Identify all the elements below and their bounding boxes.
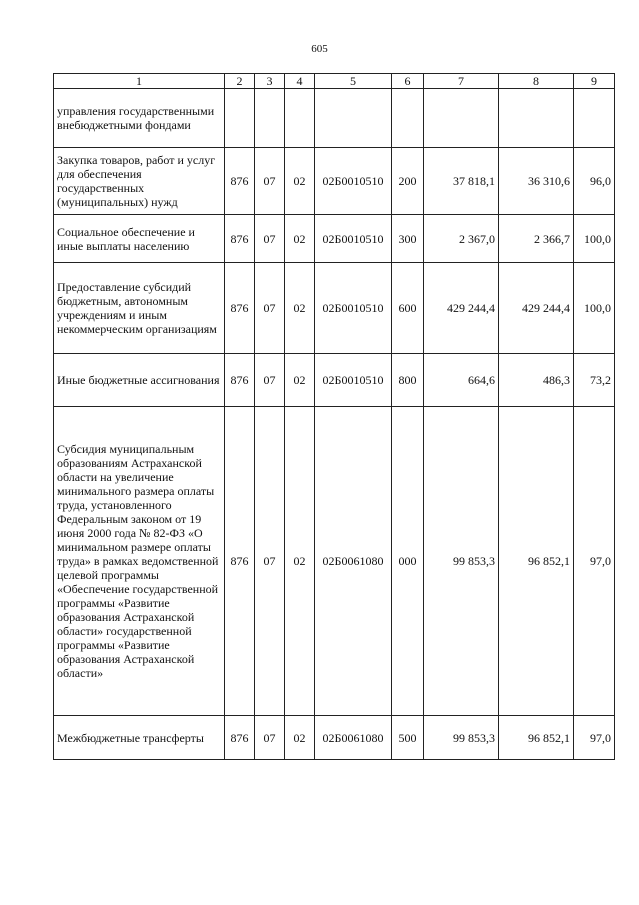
target-article: 02Б0061080 — [315, 407, 392, 716]
column-header: 3 — [255, 74, 285, 89]
row-name: Межбюджетные трансферты — [54, 716, 225, 760]
row-name: Иные бюджетные ассигнования — [54, 354, 225, 407]
column-header: 4 — [285, 74, 315, 89]
page-number: 605 — [311, 43, 328, 55]
row-name: управления государственными внебюджетными фондами — [54, 89, 225, 148]
section-code: 07 — [255, 215, 285, 263]
subsection-code: 02 — [285, 263, 315, 354]
target-article: 02Б0010510 — [315, 354, 392, 407]
subsection-code — [285, 89, 315, 148]
column-number-row — [54, 74, 615, 89]
admin-code: 876 — [225, 215, 255, 263]
admin-code: 876 — [225, 263, 255, 354]
admin-code: 876 — [225, 407, 255, 716]
column-header: 1 — [54, 74, 225, 89]
table-row — [54, 263, 615, 354]
subsection-code: 02 — [285, 215, 315, 263]
section-code: 07 — [255, 148, 285, 215]
planned-amount: 37 818,1 — [424, 148, 499, 215]
expense-type: 000 — [392, 407, 424, 716]
section-code: 07 — [255, 407, 285, 716]
planned-amount: 99 853,3 — [424, 407, 499, 716]
table-row — [54, 354, 615, 407]
execution-percent: 100,0 — [574, 215, 615, 263]
expense-type: 600 — [392, 263, 424, 354]
execution-percent: 97,0 — [574, 407, 615, 716]
admin-code: 876 — [225, 148, 255, 215]
planned-amount: 2 367,0 — [424, 215, 499, 263]
column-header: 7 — [424, 74, 499, 89]
column-header: 9 — [574, 74, 615, 89]
admin-code — [225, 89, 255, 148]
executed-amount: 96 852,1 — [499, 716, 574, 760]
row-name: Субсидия муниципальным образованиям Астраханской области на увеличение минимального размера оплаты труда, установленного Федеральным законом от 19 июня 2000 года № 82-ФЗ «О минимальном размере оплаты труда» в рамках ведомственной целевой программы «Обеспечение государственной программы «Развитие образования Астраханской области» государственной программы «Развитие образования Астраханской области» — [54, 407, 225, 716]
admin-code: 876 — [225, 354, 255, 407]
executed-amount: 36 310,6 — [499, 148, 574, 215]
expense-type: 800 — [392, 354, 424, 407]
planned-amount: 664,6 — [424, 354, 499, 407]
subsection-code: 02 — [285, 716, 315, 760]
row-name: Закупка товаров, работ и услуг для обеспечения государственных (муниципальных) нужд — [54, 148, 225, 215]
table-row — [54, 148, 615, 215]
target-article: 02Б0010510 — [315, 263, 392, 354]
target-article: 02Б0010510 — [315, 148, 392, 215]
planned-amount — [424, 89, 499, 148]
target-article: 02Б0061080 — [315, 716, 392, 760]
row-name: Социальное обеспечение и иные выплаты населению — [54, 215, 225, 263]
executed-amount — [499, 89, 574, 148]
planned-amount: 99 853,3 — [424, 716, 499, 760]
executed-amount: 429 244,4 — [499, 263, 574, 354]
expense-type: 200 — [392, 148, 424, 215]
subsection-code: 02 — [285, 148, 315, 215]
planned-amount: 429 244,4 — [424, 263, 499, 354]
execution-percent — [574, 89, 615, 148]
budget-table — [53, 73, 615, 760]
section-code — [255, 89, 285, 148]
execution-percent: 96,0 — [574, 148, 615, 215]
table-row — [54, 407, 615, 716]
execution-percent: 100,0 — [574, 263, 615, 354]
admin-code: 876 — [225, 716, 255, 760]
column-header: 5 — [315, 74, 392, 89]
column-header: 8 — [499, 74, 574, 89]
subsection-code: 02 — [285, 354, 315, 407]
section-code: 07 — [255, 716, 285, 760]
expense-type: 500 — [392, 716, 424, 760]
executed-amount: 96 852,1 — [499, 407, 574, 716]
row-name: Предоставление субсидий бюджетным, автономным учреждениям и иным некоммерческим организациям — [54, 263, 225, 354]
executed-amount: 486,3 — [499, 354, 574, 407]
target-article: 02Б0010510 — [315, 215, 392, 263]
execution-percent: 73,2 — [574, 354, 615, 407]
expense-type: 300 — [392, 215, 424, 263]
subsection-code: 02 — [285, 407, 315, 716]
table-row — [54, 89, 615, 148]
execution-percent: 97,0 — [574, 716, 615, 760]
column-header: 6 — [392, 74, 424, 89]
table-row — [54, 716, 615, 760]
column-header: 2 — [225, 74, 255, 89]
section-code: 07 — [255, 263, 285, 354]
expense-type — [392, 89, 424, 148]
target-article — [315, 89, 392, 148]
table-row — [54, 215, 615, 263]
section-code: 07 — [255, 354, 285, 407]
executed-amount: 2 366,7 — [499, 215, 574, 263]
